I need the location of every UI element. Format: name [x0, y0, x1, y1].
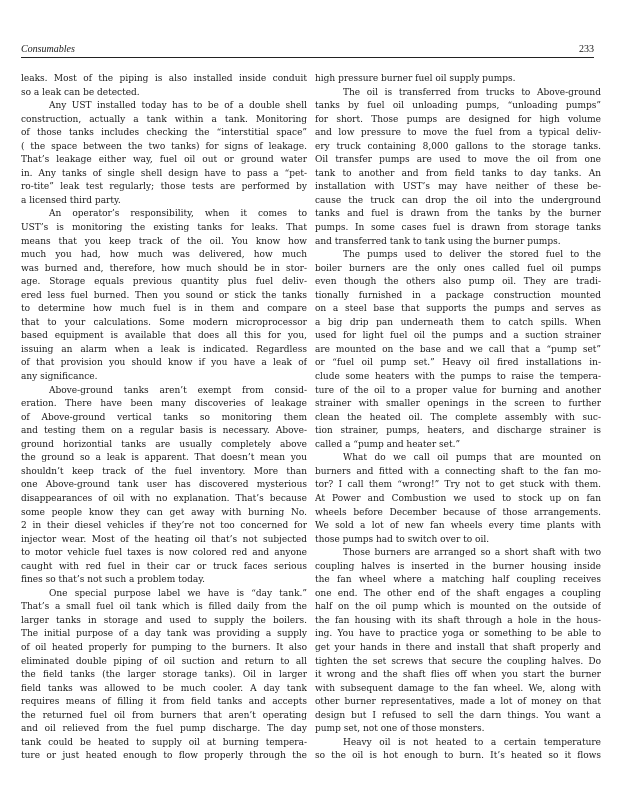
- text-line: in. Any tanks of single shell design have to pass a “pet-: [21, 168, 307, 179]
- text-line: tor? I call them “wrong!” Try not to get stuck with them.: [315, 480, 601, 491]
- text-line: it wrong and the shaft flies off when you start the burner: [315, 670, 601, 681]
- text-line: larger tanks in storage and used to supply the boilers.: [21, 615, 307, 626]
- text-line: on a steel base that supports the pumps and serves as: [315, 304, 601, 315]
- text-line: the field tanks (the larger storage tanks). Oil in larger: [21, 670, 307, 681]
- text-line: of those tanks includes checking the “interstitial space”: [21, 128, 307, 139]
- text-line: UST’s is monitoring the existing tanks for leaks. That: [21, 223, 307, 234]
- text-line: ing. You have to practice yoga or something to be able to: [315, 629, 601, 640]
- text-line: pumps. In some cases fuel is drawn from storage tanks: [315, 223, 601, 234]
- text-line: ro-tite” leak test regularly; those tests are performed by: [21, 182, 307, 193]
- left-column: [21, 73, 307, 764]
- text-line: One special purpose label we have is “day tank.”: [49, 588, 307, 599]
- text-line: caught with red fuel in their car or truck faces serious: [21, 561, 307, 572]
- text-line: are mounted on the base and we call that a “pump set”: [315, 344, 601, 355]
- text-line: ture of the oil to a proper value for burning and another: [315, 385, 601, 396]
- text-line: a big drip pan underneath them to catch spills. When: [315, 317, 601, 328]
- text-line: much you had, how much was delivered, how much: [21, 250, 307, 261]
- text-line: disappearances of oil with no explanation. That’s because: [21, 493, 307, 504]
- header-rule: [21, 57, 594, 58]
- text-line: tanks by fuel oil unloading pumps, “unloading pumps”: [315, 101, 601, 112]
- text-line: coupling halves is inserted in the burner housing inside: [315, 561, 601, 572]
- text-line: the fan housing with its shaft through a hole in the hous-: [315, 615, 601, 626]
- text-line: ( the space between the two tanks) for signs of leakage.: [21, 141, 307, 152]
- text-line: tank could be heated to supply oil at burning tempera-: [21, 737, 307, 748]
- text-line: high pressure burner fuel oil supply pumps.: [315, 74, 516, 84]
- text-line: The initial purpose of a day tank was providing a supply: [21, 629, 307, 640]
- text-line: shouldn’t keep track of the fuel inventory. More than: [21, 466, 307, 477]
- text-line: ered less fuel burned. Then you sound or stick the tanks: [21, 290, 307, 301]
- text-line: or “fuel oil pump set.” Heavy oil fired installations in-: [315, 358, 601, 369]
- text-line: installation with UST’s may have neither of these be-: [315, 182, 601, 193]
- text-line: eliminated double piping of oil suction and return to all: [21, 656, 307, 667]
- text-line: other burner representatives, made a lot of money on that: [315, 697, 601, 708]
- text-line: leaks. Most of the piping is also installed inside conduit: [21, 74, 307, 84]
- text-line: At Power and Combustion we used to stock up on fan: [315, 493, 601, 504]
- text-line: based equipment is available that does all this for you,: [21, 331, 307, 342]
- text-line: The oil is transferred from trucks to Above-ground: [343, 87, 601, 98]
- text-line: ture or just heated enough to flow properly through the: [21, 751, 307, 762]
- text-line: That’s a small fuel oil tank which is filled daily from the: [21, 602, 307, 613]
- text-line: and transferred tank to tank using the burner pumps.: [315, 236, 561, 247]
- text-line: tionally furnished in a package construction mounted: [315, 290, 601, 301]
- text-line: fines so that’s not such a problem today.: [21, 575, 206, 586]
- text-line: some people know they can get away with burning No.: [21, 507, 307, 518]
- text-line: of oil heated properly for pumping to the burners. It also: [21, 642, 307, 653]
- text-line: tion strainer, pumps, heaters, and discharge strainer is: [315, 426, 601, 437]
- text-line: get your hands in there and install that shaft properly and: [315, 642, 601, 653]
- text-line: the returned fuel oil from burners that aren’t operating: [21, 710, 307, 721]
- text-line: boiler burners are the only ones called fuel oil pumps: [315, 263, 601, 274]
- text-line: clude some heaters with the pumps to raise the tempera-: [315, 372, 601, 383]
- text-line: those pumps had to switch over to oil.: [315, 534, 490, 545]
- text-line: to motor vehicle fuel taxes is now colored red and anyone: [21, 548, 307, 559]
- text-line: to determine how much fuel is in them and compare: [21, 304, 307, 315]
- text-line: Those burners are arranged so a short shaft with two: [343, 548, 601, 559]
- right-column: [315, 73, 601, 764]
- page-number: 233: [579, 44, 594, 55]
- text-line: ground horizontial tanks are usually completely above: [21, 439, 307, 450]
- text-line: What do we call oil pumps that are mounted on: [343, 453, 601, 464]
- text-line: the fan wheel where a matching half coupling receives: [315, 575, 601, 586]
- text-line: tank to another and from field tanks to day tanks. An: [315, 168, 601, 179]
- text-line: half on the oil pump which is mounted on the outside of: [315, 602, 601, 613]
- text-line: burners and fitted with a connecting shaft to the fan mo-: [315, 466, 601, 477]
- text-line: of Above-ground vertical tanks so monitoring them: [21, 412, 307, 423]
- text-line: any significance.: [21, 372, 98, 383]
- text-line: Any UST installed today has to be of a double shell: [49, 101, 307, 112]
- text-line: design but I refused to sell the darn things. You want a: [315, 710, 601, 721]
- text-line: so a leak can be detected.: [21, 87, 140, 98]
- text-line: of that provision you should know if you have a leak of: [21, 358, 307, 369]
- text-line: and testing them on a regular basis is necessary. Above-: [21, 426, 307, 437]
- text-line: field tanks was allowed to be much cooler. A day tank: [21, 683, 307, 694]
- text-line: We sold a lot of new fan wheels every time plants with: [315, 521, 601, 532]
- text-line: An operator’s responsibility, when it comes to: [49, 209, 307, 220]
- text-line: a licensed third party.: [21, 195, 121, 206]
- text-line: so the oil is hot enough to burn. It’s heated so it flows: [315, 751, 601, 762]
- text-line: tanks and fuel is drawn from the tanks by the burner: [315, 209, 601, 220]
- text-line: one Above-ground tank user has discovered mysterious: [21, 480, 307, 491]
- text-line: The pumps used to deliver the stored fuel to the: [343, 250, 601, 261]
- text-line: Above-ground tanks aren’t exempt from consid-: [49, 385, 307, 396]
- text-line: injector wear. Most of the heating oil that’s not subjected: [21, 534, 307, 545]
- text-line: and low pressure to move the fuel from a typical deliv-: [315, 128, 601, 139]
- text-line: eration. There have been many discoveries of leakage: [21, 399, 307, 410]
- text-line: for short. Those pumps are designed for high volume: [315, 114, 601, 125]
- running-head-title: Consumables: [21, 44, 75, 55]
- text-line: the ground so a leak is apparent. That doesn’t mean you: [21, 453, 307, 464]
- text-line: issuing an alarm when a leak is indicated. Regardless: [21, 344, 307, 355]
- text-line: with subsequent damage to the fan wheel. We, along with: [315, 683, 601, 694]
- running-header: [21, 44, 594, 58]
- text-line: even though the others also pump oil. They are tradi-: [315, 277, 601, 288]
- text-line: pump set, not one of those monsters.: [315, 724, 485, 735]
- text-line: Heavy oil is not heated to a certain temperature: [343, 737, 601, 748]
- text-line: was burned and, therefore, how much should be in stor-: [21, 263, 307, 274]
- text-line: used for light fuel oil the pumps and a suction strainer: [315, 331, 601, 342]
- text-line: wheels before December because of those arrangements.: [315, 507, 601, 518]
- text-line: one end. The other end of the shaft engages a coupling: [315, 588, 601, 599]
- text-line: tighten the set screws that secure the coupling halves. Do: [315, 656, 601, 667]
- text-line: age. Storage equals previous quantity plus fuel deliv-: [21, 277, 307, 288]
- text-line: and oil relieved from the fuel pump discharge. The day: [21, 724, 307, 735]
- text-line: means that you keep track of the oil. You know how: [21, 236, 307, 247]
- text-line: construction, actually a tank within a tank. Monitoring: [21, 114, 307, 125]
- text-line: 2 in their diesel vehicles if they’re not too concerned for: [21, 521, 307, 532]
- text-line: That’s leakage either way, fuel oil out or ground water: [21, 155, 307, 166]
- text-line: clean the heated oil. The complete assembly with suc-: [315, 412, 601, 423]
- text-line: called a “pump and heater set.”: [315, 439, 461, 450]
- text-line: Oil transfer pumps are used to move the oil from one: [315, 155, 601, 166]
- text-line: that to your calculations. Some modern microprocessor: [21, 317, 307, 328]
- text-line: cause the truck can drop the oil into the underground: [315, 195, 601, 206]
- text-line: requires means of filling it from field tanks and accepts: [21, 697, 307, 708]
- text-line: ery truck containing 8,000 gallons to the storage tanks.: [315, 141, 601, 152]
- text-line: strainer with smaller openings in the screen to further: [315, 399, 601, 410]
